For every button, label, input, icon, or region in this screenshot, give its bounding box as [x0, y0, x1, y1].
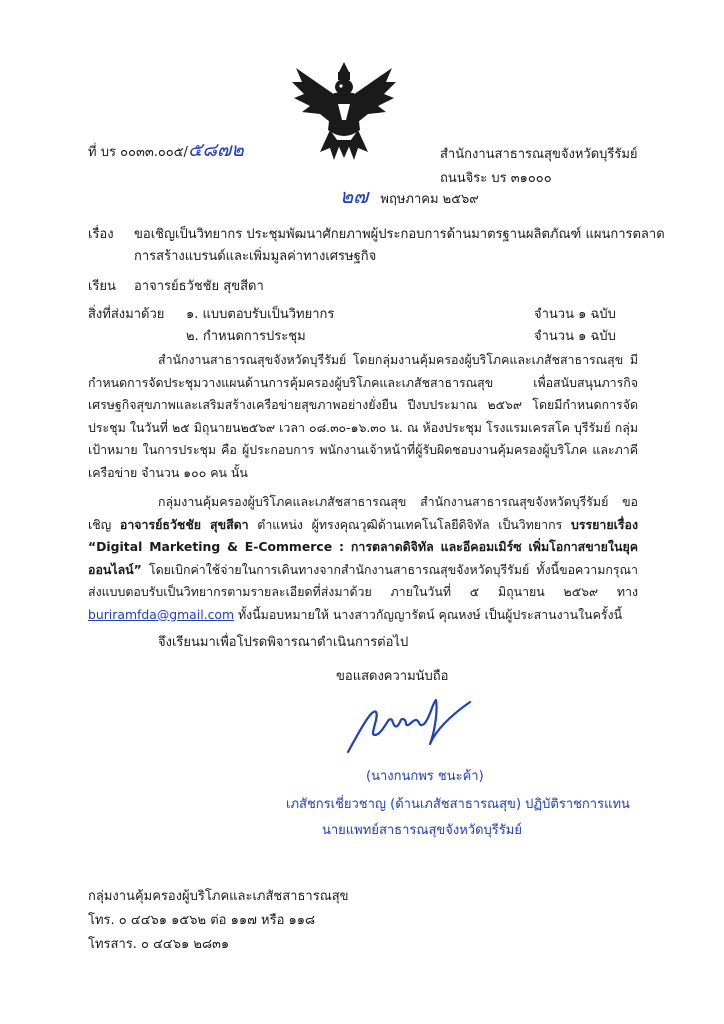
body-paragraph-2-position: ตำแหน่ง ผู้ทรงคุณวุฒิด้านเทคโนโลยีดิจิทัล เป็นวิทยากร: [248, 516, 571, 532]
document-date: [340, 184, 479, 208]
signer-name: (นางกนกพร ชนะค้า): [366, 769, 484, 784]
org-name: สำนักงานสาธารณสุขจังหวัดบุรีรัมย์: [440, 147, 638, 162]
date-day-handwritten: ๒๗: [340, 184, 369, 208]
enclosure-item-2: ๒. กำหนดการประชุม: [186, 329, 306, 344]
footer-fax: โทรสาร. ๐ ๔๔๖๑ ๒๘๓๑: [88, 937, 230, 952]
reference-prefix: ที่ บร ๐๐๓๓.๐๐๕/: [88, 145, 188, 160]
body-paragraph-3: จึงเรียนมาเพื่อโปรดพิจารณาดำเนินการต่อไป: [158, 635, 409, 650]
body-paragraph-1-text: สำนักงานสาธารณสุขจังหวัดบุรีรัมย์ โดยกลุ่มงานคุ้มครองผู้บริโภคและเภสัชสาธารณสุข มีกำหนดการจัดประชุมวางแผนด้านการคุ้มครองผู้บริโภคและเภสัชสาธารณสุข เพื่อสนับสนุนภารกิจเศรษฐกิจสุขภาพและเสริมสร้างเครือข่ายสุขภาพอย่างยั่งยืน ปีงบประมาณ ๒๕๖๙ โดยมีกำหนดการจัดประชุม ในวันที่ ๒๕ มิถุนายน๒๕๖๙ เวลา ๐๘.๓๐-๑๖.๓๐ น. ณ ห้องประชุม โรงแรมเครสโค บุรีรัมย์ กลุ่มเป้าหมาย ในการประชุม คือ ผู้ประกอบการ พนักงานเจ้าหน้าที่ผู้รับผิดชอบงานคุ้มครองผู้บริโภค และภาคีเครือข่าย จำนวน ๑๐๐ คน นั้น: [88, 352, 638, 480]
lecture-topic: บรรยายเรื่อง “Digital Marketing & E-Commerce : การตลาดดิจิทัล และอีคอมเมิร์ซ เพิ่มโอกาสขายในยุคออนไลน์”: [88, 516, 638, 577]
closing-salutation: ขอแสดงความนับถือ: [336, 669, 449, 684]
recipient-label: เรียน: [88, 279, 116, 294]
speaker-name: อาจารย์ธวัชชัย สุขสีดา: [119, 516, 249, 532]
signer-position: เภสัชกรเชี่ยวชาญ (ด้านเภสัชสาธารณสุข) ปฏิบัติราชการแทน: [286, 797, 630, 812]
date-month-year: พฤษภาคม ๒๕๖๙: [380, 192, 479, 207]
enclosure-qty-2: จำนวน ๑ ฉบับ: [534, 329, 616, 344]
body-paragraph-2-details: โดยเบิกค่าใช้จ่ายในการเดินทางจากสำนักงานสาธารณสุขจังหวัดบุรีรัมย์ ทั้งนี้ขอความกรุณาส่งแบบตอบรับเป็นวิทยากรตามรายละเอียดที่ส่งมาด้วย ภายในวันที่ ๕ มิถุนายน ๒๕๖๙ ทาง: [88, 561, 638, 599]
footer-department: กลุ่มงานคุ้มครองผู้บริโภคและเภสัชสาธารณสุข: [88, 889, 349, 904]
document-reference: [88, 139, 244, 161]
contact-email-link[interactable]: buriramfda@gmail.com: [88, 606, 235, 622]
enclosures-label: สิ่งที่ส่งมาด้วย: [88, 307, 165, 322]
reference-number-handwritten: ๕๘๗๒: [187, 139, 244, 161]
body-paragraph-2-intro: กลุ่มงานคุ้มครองผู้บริโภคและเภสัชสาธารณสุข สำนักงานสาธารณสุขจังหวัดบุรีรัมย์ ขอเชิญ: [88, 494, 638, 532]
subject-line-2: การสร้างแบรนด์และเพิ่มมูลค่าทางเศรษฐกิจ: [134, 249, 377, 264]
body-paragraph-2-coordinator: ทั้งนี้มอบหมายให้ นางสาวกัญญารัตน์ คุณหงษ์ เป็นผู้ประสานงานในครั้งนี้: [234, 606, 623, 622]
org-address: ถนนจิระ บร ๓๑๐๐๐: [440, 171, 552, 186]
enclosure-item-1: ๑. แบบตอบรับเป็นวิทยากร: [186, 307, 335, 322]
garuda-emblem-icon: [290, 60, 398, 164]
handwritten-signature-icon: [340, 690, 480, 762]
footer-phone: โทร. ๐ ๔๔๖๑ ๑๕๖๒ ต่อ ๑๑๗ หรือ ๑๑๘: [88, 913, 316, 928]
recipient-name: อาจารย์ธวัชชัย สุขสีดา: [134, 279, 264, 294]
body-paragraph-1: [88, 349, 638, 484]
body-paragraph-2: [88, 491, 638, 626]
enclosure-qty-1: จำนวน ๑ ฉบับ: [534, 307, 616, 322]
signer-on-behalf: นายแพทย์สาธารณสุขจังหวัดบุรีรัมย์: [322, 823, 522, 838]
subject-line-1: ขอเชิญเป็นวิทยากร ประชุมพัฒนาศักยภาพผู้ประกอบการด้านมาตรฐานผลิตภัณฑ์ แผนการตลาด: [134, 227, 665, 242]
subject-label: เรื่อง: [88, 227, 114, 242]
